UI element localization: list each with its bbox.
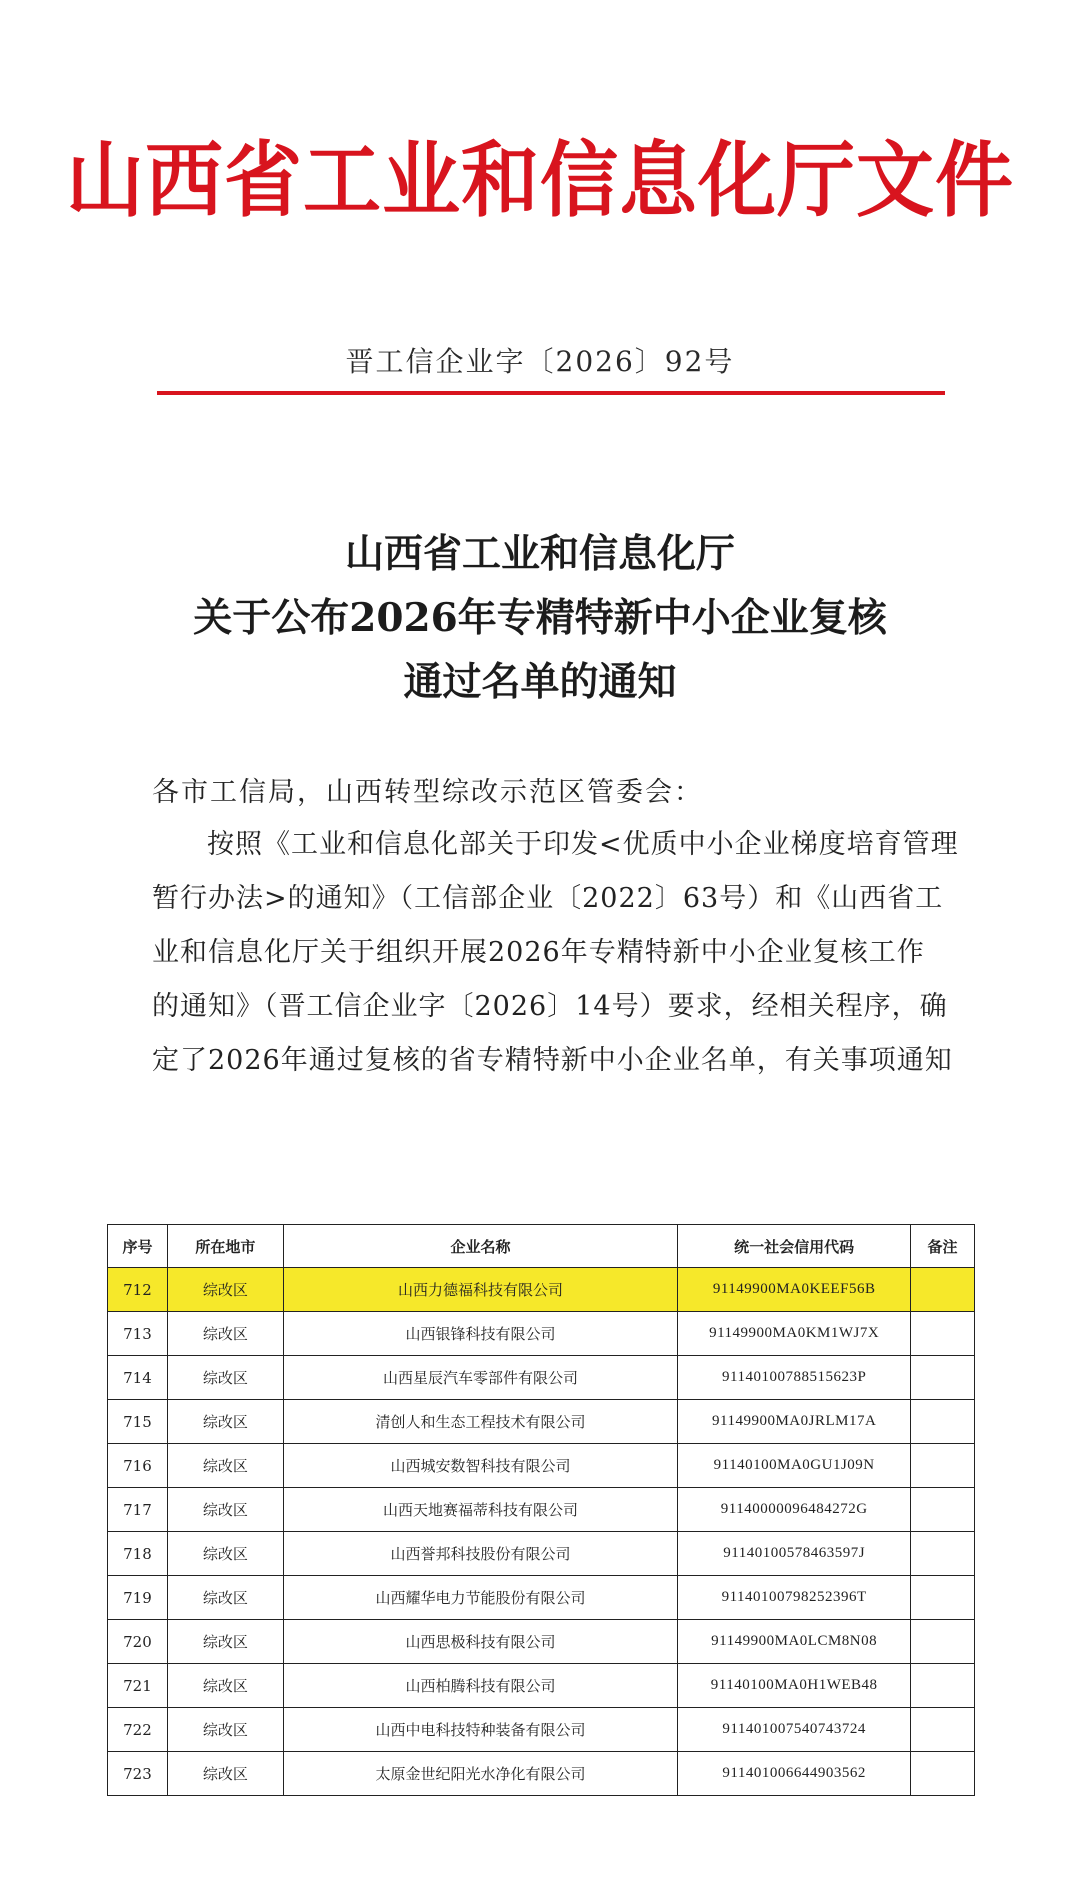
table-row <box>108 1400 975 1444</box>
table-row <box>108 1620 975 1664</box>
cell-no: 714 <box>108 1356 168 1400</box>
cell-no: 718 <box>108 1532 168 1576</box>
cell-company-name: 山西中电科技特种装备有限公司 <box>283 1708 677 1752</box>
cell-no: 712 <box>108 1268 168 1312</box>
body-line: 按照《工业和信息化部关于印发<优质中小企业梯度培育管理 <box>207 829 959 860</box>
cell-note <box>911 1488 975 1532</box>
red-divider <box>157 391 945 395</box>
cell-note <box>911 1312 975 1356</box>
cell-credit-code: 91140100788515623P <box>678 1356 911 1400</box>
cell-note <box>911 1708 975 1752</box>
table-row <box>108 1268 975 1312</box>
cell-credit-code: 91140100MA0GU1J09N <box>678 1444 911 1488</box>
cell-city: 综改区 <box>167 1708 283 1752</box>
cell-no: 713 <box>108 1312 168 1356</box>
cell-company-name: 太原金世纪阳光水净化有限公司 <box>283 1752 677 1796</box>
notice-title-line: 山西省工业和信息化厅 <box>344 531 735 577</box>
table-body <box>108 1268 975 1796</box>
cell-note <box>911 1444 975 1488</box>
notice-title-line: 关于公布2026年专精特新中小企业复核 <box>193 595 887 641</box>
cell-credit-code: 91149900MA0JRLM17A <box>678 1400 911 1444</box>
cell-no: 723 <box>108 1752 168 1796</box>
cell-no: 719 <box>108 1576 168 1620</box>
body-line: 定了2026年通过复核的省专精特新中小企业名单，有关事项通知 <box>152 1045 953 1076</box>
notice-body <box>152 818 959 1088</box>
table-row <box>108 1444 975 1488</box>
cell-credit-code: 91140100MA0H1WEB48 <box>678 1664 911 1708</box>
cell-city: 综改区 <box>167 1752 283 1796</box>
company-list-table <box>107 1224 975 1796</box>
cell-no: 722 <box>108 1708 168 1752</box>
column-header-note: 备注 <box>911 1225 975 1268</box>
cell-company-name: 山西银锋科技有限公司 <box>283 1312 677 1356</box>
cell-company-name: 山西柏腾科技有限公司 <box>283 1664 677 1708</box>
cell-city: 综改区 <box>167 1268 283 1312</box>
cell-company-name: 山西誉邦科技股份有限公司 <box>283 1532 677 1576</box>
cell-company-name: 山西耀华电力节能股份有限公司 <box>283 1576 677 1620</box>
cell-note <box>911 1576 975 1620</box>
table-row <box>108 1312 975 1356</box>
cell-credit-code: 91149900MA0KEEF56B <box>678 1268 911 1312</box>
table-row <box>108 1356 975 1400</box>
document-header-title: 山西省工业和信息化厅文件 <box>65 132 1014 229</box>
cell-city: 综改区 <box>167 1312 283 1356</box>
cell-no: 717 <box>108 1488 168 1532</box>
body-line: 暂行办法>的通知》（工信部企业〔2022〕63号）和《山西省工 <box>152 883 944 914</box>
cell-no: 715 <box>108 1400 168 1444</box>
table-row <box>108 1488 975 1532</box>
table-row <box>108 1532 975 1576</box>
cell-credit-code: 91149900MA0KM1WJ7X <box>678 1312 911 1356</box>
cell-company-name: 山西天地赛福蒂科技有限公司 <box>283 1488 677 1532</box>
cell-company-name: 山西力德福科技有限公司 <box>283 1268 677 1312</box>
table-row <box>108 1752 975 1796</box>
cell-credit-code: 911401006644903562 <box>678 1752 911 1796</box>
cell-city: 综改区 <box>167 1400 283 1444</box>
table-row <box>108 1708 975 1752</box>
cell-note <box>911 1664 975 1708</box>
cell-city: 综改区 <box>167 1664 283 1708</box>
cell-credit-code: 91140100798252396T <box>678 1576 911 1620</box>
notice-title <box>0 522 1080 714</box>
cell-city: 综改区 <box>167 1488 283 1532</box>
cell-note <box>911 1532 975 1576</box>
table-header-row <box>108 1225 975 1268</box>
body-line: 的通知》（晋工信企业字〔2026〕14号）要求，经相关程序，确 <box>152 991 948 1022</box>
cell-credit-code: 91140000096484272G <box>678 1488 911 1532</box>
cell-no: 720 <box>108 1620 168 1664</box>
cell-city: 综改区 <box>167 1576 283 1620</box>
cell-note <box>911 1400 975 1444</box>
cell-city: 综改区 <box>167 1620 283 1664</box>
document-number: 晋工信企业字〔2026〕92号 <box>345 345 735 378</box>
cell-city: 综改区 <box>167 1532 283 1576</box>
cell-credit-code: 91149900MA0LCM8N08 <box>678 1620 911 1664</box>
notice-title-line: 通过名单的通知 <box>403 659 677 705</box>
cell-credit-code: 91140100578463597J <box>678 1532 911 1576</box>
cell-note <box>911 1268 975 1312</box>
table-row <box>108 1664 975 1708</box>
cell-city: 综改区 <box>167 1356 283 1400</box>
table-row <box>108 1576 975 1620</box>
cell-note <box>911 1752 975 1796</box>
column-header-city: 所在地市 <box>167 1225 283 1268</box>
cell-no: 716 <box>108 1444 168 1488</box>
column-header-company: 企业名称 <box>283 1225 677 1268</box>
cell-city: 综改区 <box>167 1444 283 1488</box>
column-header-no: 序号 <box>108 1225 168 1268</box>
salutation: 各市工信局，山西转型综改示范区管委会： <box>152 777 703 808</box>
column-header-credit-code: 统一社会信用代码 <box>678 1225 911 1268</box>
cell-no: 721 <box>108 1664 168 1708</box>
cell-note <box>911 1620 975 1664</box>
cell-note <box>911 1356 975 1400</box>
cell-company-name: 清创人和生态工程技术有限公司 <box>283 1400 677 1444</box>
cell-company-name: 山西思极科技有限公司 <box>283 1620 677 1664</box>
cell-company-name: 山西城安数智科技有限公司 <box>283 1444 677 1488</box>
cell-credit-code: 911401007540743724 <box>678 1708 911 1752</box>
cell-company-name: 山西星辰汽车零部件有限公司 <box>283 1356 677 1400</box>
body-line: 业和信息化厅关于组织开展2026年专精特新中小企业复核工作 <box>152 937 925 968</box>
